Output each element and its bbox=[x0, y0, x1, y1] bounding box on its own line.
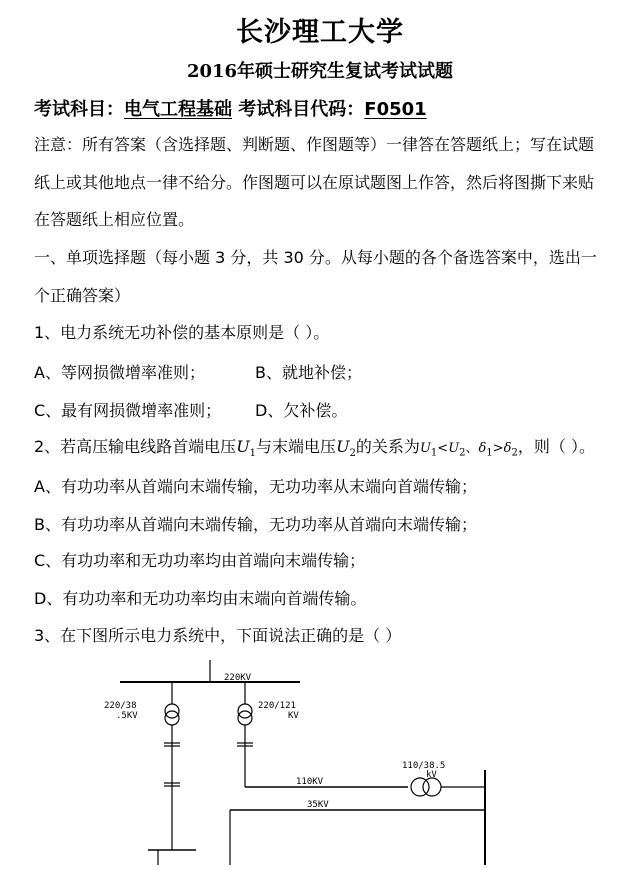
t3-label-2: kV bbox=[426, 770, 437, 780]
subject-prefix: 考试科目： bbox=[34, 99, 124, 120]
bus-35kv-label: 35KV bbox=[307, 800, 329, 810]
bus-110kv-label: 110KV bbox=[296, 777, 324, 787]
t1-label-2: .5KV bbox=[116, 711, 138, 721]
notice-line-1: 注意：所有答案（含选择题、判断题、作图题等）一律答在答题纸上；写在试题 bbox=[34, 135, 595, 154]
q1-option-b: B、就地补偿； bbox=[255, 363, 362, 382]
q2-stem-post: ，则（ ）。 bbox=[517, 437, 595, 456]
power-system-diagram bbox=[0, 660, 640, 892]
section1-line-2: 个正确答案） bbox=[34, 286, 131, 305]
subject-code: F0501 bbox=[364, 99, 427, 120]
u1-symbol: $U_1$ bbox=[236, 437, 257, 460]
q1-option-a: A、等网损微增率准则； bbox=[34, 363, 205, 382]
school-title: 长沙理工大学 bbox=[236, 17, 404, 48]
u2-symbol: $U_2$ bbox=[336, 437, 356, 460]
q3-stem: 3、在下图所示电力系统中，下面说法正确的是（ ） bbox=[34, 626, 402, 645]
section1-line-1: 一、单项选择题（每小题 3 分，共 30 分。从每小题的各个备选答案中，选出一 bbox=[34, 248, 597, 267]
t2-label-2: KV bbox=[288, 711, 299, 721]
q2-stem-mid: 与末端电压 bbox=[256, 437, 337, 456]
code-prefix: 考试科目代码： bbox=[232, 99, 365, 120]
q1-option-c: C、最有网损微增率准则； bbox=[34, 401, 222, 420]
q2-option-b: B、有功功率从首端向末端传输，无功功率从首端向末端传输； bbox=[34, 515, 477, 534]
t2-label-1: 220/121 bbox=[258, 701, 296, 711]
t1-label-1: 220/38 bbox=[104, 701, 137, 711]
q2-option-a: A、有功功率从首端向末端传输，无功功率从末端向首端传输； bbox=[34, 477, 477, 496]
notice-line-3: 在答题纸上相应位置。 bbox=[34, 210, 195, 229]
q1-option-d: D、欠补偿。 bbox=[255, 401, 348, 420]
q2-stem bbox=[34, 434, 595, 459]
q2-stem-pre: 2、若高压输电线路首端电压 bbox=[34, 437, 237, 456]
exam-title: 2016年硕士研究生复试考试试题 bbox=[186, 61, 454, 82]
notice-line-2: 纸上或其他地点一律不给分。作图题可以在原试题图上作答，然后将图撕下来贴 bbox=[34, 173, 595, 192]
subject-name: 电气工程基础 bbox=[124, 99, 232, 120]
subject-line bbox=[34, 95, 427, 121]
q1-stem: 1、电力系统无功补偿的基本原则是（ ）。 bbox=[34, 323, 330, 342]
q2-option-d: D、有功功率和无功功率均由末端向首端传输。 bbox=[34, 589, 367, 608]
t3-label-1: 110/38.5 bbox=[402, 761, 446, 771]
q2-stem-rel: 的关系为 bbox=[355, 437, 420, 456]
relation-formula: $U_1<U_2$、$\delta_1>\delta_2$ bbox=[419, 441, 518, 459]
q2-option-c: C、有功功率和无功功率均由首端向末端传输； bbox=[34, 551, 366, 570]
bus-220kv-label: 220KV bbox=[224, 673, 252, 683]
